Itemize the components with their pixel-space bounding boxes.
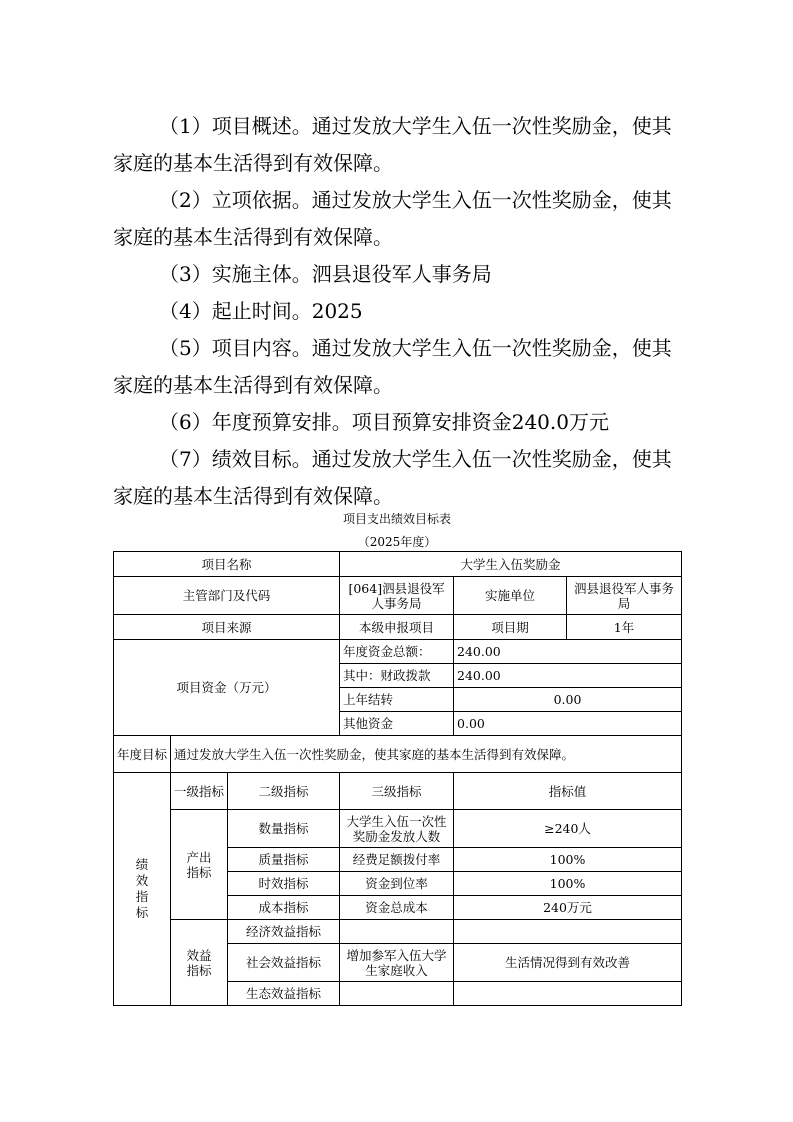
header-level3: 三级指标 — [340, 773, 454, 810]
header-level1: 一级指标 — [171, 773, 228, 810]
paragraph-budget: （6）年度预算安排。项目预算安排资金240.0万元 — [159, 410, 609, 434]
level2-cell: 经济效益指标 — [228, 920, 340, 944]
project-name-label: 项目名称 — [114, 552, 340, 577]
level3-cell: 资金总成本 — [340, 896, 454, 920]
value-cell: ≥240人 — [454, 810, 682, 848]
value-cell: 生活情况得到有效改善 — [454, 944, 682, 982]
paragraph-subject: （3）实施主体。泗县退役军人事务局 — [159, 262, 492, 286]
table-row — [114, 640, 682, 664]
perf-indicators-label: 绩效指标 — [114, 773, 171, 1006]
fund-item-label: 其他资金 — [340, 712, 454, 736]
fund-item-value: 0.00 — [454, 712, 682, 736]
table-row — [114, 552, 682, 577]
level3-cell: 经费足额拨付率 — [340, 848, 454, 872]
value-cell — [454, 982, 682, 1006]
dept-label: 主管部门及代码 — [114, 577, 340, 615]
level2-cell: 时效指标 — [228, 872, 340, 896]
performance-table — [113, 551, 682, 1006]
annual-goal-label: 年度目标 — [114, 736, 171, 773]
table-row — [114, 577, 682, 615]
level3-cell — [340, 920, 454, 944]
annual-goal-value: 通过发放大学生入伍一次性奖励金，使其家庭的基本生活得到有效保障。 — [171, 736, 682, 773]
table-title: 项目支出绩效目标表 — [342, 512, 451, 526]
table-row — [114, 615, 682, 640]
period-value: 1年 — [567, 615, 682, 640]
output-indicators-label: 产出指标 — [171, 810, 228, 920]
level2-cell: 社会效益指标 — [228, 944, 340, 982]
source-value: 本级申报项目 — [340, 615, 454, 640]
dept-value: [064]泗县退役军人事务局 — [340, 577, 454, 615]
fund-item-label: 上年结转 — [340, 688, 454, 712]
paragraph-period: （4）起止时间。2025 — [159, 299, 363, 323]
level2-cell: 质量指标 — [228, 848, 340, 872]
table-year: （2025年度） — [357, 535, 437, 549]
value-cell: 240万元 — [454, 896, 682, 920]
header-level2: 二级指标 — [228, 773, 340, 810]
paragraph-goal: （7）绩效目标。通过发放大学生入伍一次性奖励金，使其家庭的基本生活得到有效保障。 — [113, 447, 672, 508]
funds-label: 项目资金（万元） — [114, 640, 340, 736]
level3-cell: 增加参军入伍大学生家庭收入 — [340, 944, 454, 982]
fund-item-value: 240.00 — [454, 640, 682, 664]
benefit-indicators-label: 效益指标 — [171, 920, 228, 1006]
fund-item-label: 其中：财政拨款 — [340, 664, 454, 688]
paragraph-content: （5）项目内容。通过发放大学生入伍一次性奖励金，使其家庭的基本生活得到有效保障。 — [113, 336, 672, 397]
level2-cell: 数量指标 — [228, 810, 340, 848]
period-label: 项目期 — [454, 615, 567, 640]
value-cell: 100% — [454, 872, 682, 896]
level3-cell: 大学生入伍一次性奖励金发放人数 — [340, 810, 454, 848]
fund-item-value: 240.00 — [454, 664, 682, 688]
fund-item-label: 年度资金总额： — [340, 640, 454, 664]
source-label: 项目来源 — [114, 615, 340, 640]
paragraph-basis: （2）立项依据。通过发放大学生入伍一次性奖励金，使其家庭的基本生活得到有效保障。 — [113, 188, 672, 249]
paragraph-overview: （1）项目概述。通过发放大学生入伍一次性奖励金，使其家庭的基本生活得到有效保障。 — [113, 114, 672, 175]
level3-cell — [340, 982, 454, 1006]
value-cell: 100% — [454, 848, 682, 872]
table-row — [114, 773, 682, 810]
fund-item-value: 0.00 — [454, 688, 682, 712]
project-name-value: 大学生入伍奖励金 — [340, 552, 682, 577]
level2-cell: 生态效益指标 — [228, 982, 340, 1006]
impl-unit-label: 实施单位 — [454, 577, 567, 615]
table-row — [114, 920, 682, 944]
header-value: 指标值 — [454, 773, 682, 810]
table-row — [114, 810, 682, 848]
impl-unit-value: 泗县退役军人事务局 — [567, 577, 682, 615]
value-cell — [454, 920, 682, 944]
level2-cell: 成本指标 — [228, 896, 340, 920]
level3-cell: 资金到位率 — [340, 872, 454, 896]
table-row — [114, 736, 682, 773]
